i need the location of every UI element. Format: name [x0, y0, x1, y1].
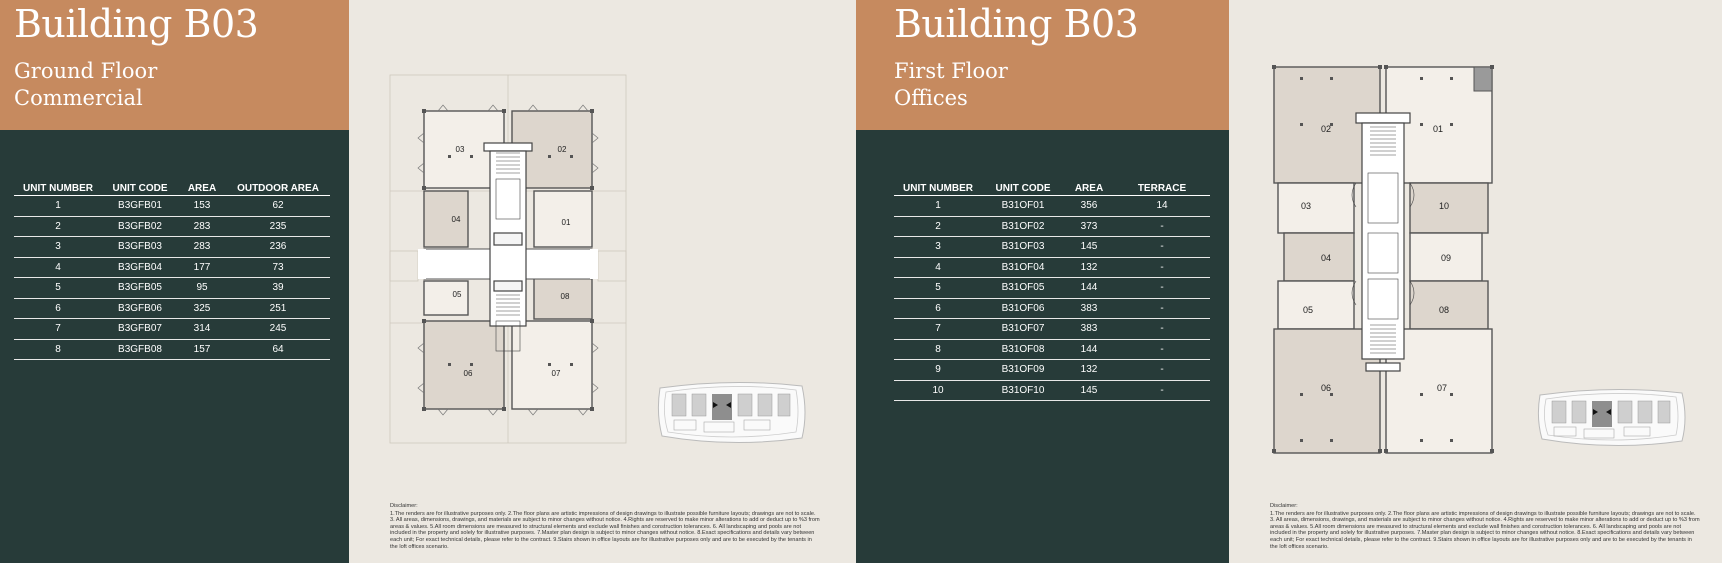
- page-header: [856, 0, 1229, 130]
- unit-code: B31OF07: [982, 319, 1064, 340]
- disclaimer-title: Disclaimer:: [1270, 503, 1298, 509]
- unit-area: 153: [178, 196, 226, 217]
- plan-label: 02: [1320, 124, 1332, 134]
- unit-code: B3GFB08: [102, 339, 178, 360]
- disclaimer: [1270, 503, 1700, 550]
- terrace-area: 14: [1114, 196, 1210, 217]
- table-row: [894, 216, 1210, 237]
- terrace-area: -: [1114, 339, 1210, 360]
- unit-number: 1: [894, 196, 982, 217]
- unit-area: 144: [1064, 278, 1114, 299]
- table-row: [894, 278, 1210, 299]
- unit-code: B3GFB06: [102, 298, 178, 319]
- unit-code: B3GFB05: [102, 278, 178, 299]
- unit-code: B31OF06: [982, 298, 1064, 319]
- plan-label: 03: [455, 145, 465, 154]
- unit-number: 6: [14, 298, 102, 319]
- unit-area: 283: [178, 237, 226, 258]
- plan-label: 10: [1438, 201, 1450, 211]
- table-row: [894, 196, 1210, 217]
- floor-subtitle: [894, 58, 1008, 112]
- unit-code: B31OF05: [982, 278, 1064, 299]
- unit-code: B31OF08: [982, 339, 1064, 360]
- building-title: Building B03: [14, 2, 259, 46]
- table-row: [894, 237, 1210, 258]
- unit-code: B3GFB03: [102, 237, 178, 258]
- unit-area: 145: [1064, 237, 1114, 258]
- unit-area: 383: [1064, 319, 1114, 340]
- unit-number: 6: [894, 298, 982, 319]
- plan-label: 08: [560, 292, 570, 301]
- column-header: UNIT CODE: [982, 181, 1064, 196]
- building-title: Building B03: [894, 2, 1139, 46]
- unit-number: 4: [14, 257, 102, 278]
- outdoor-area: 245: [226, 319, 330, 340]
- unit-05: [1278, 281, 1354, 329]
- plan-label: 05: [452, 290, 462, 299]
- terrace-area: -: [1114, 257, 1210, 278]
- unit-number: 3: [14, 237, 102, 258]
- table-header-row: [14, 181, 330, 196]
- unit-area: 132: [1064, 257, 1114, 278]
- column-header: AREA: [1064, 181, 1114, 196]
- terrace-area: -: [1114, 237, 1210, 258]
- unit-number: 5: [14, 278, 102, 299]
- unit-number: 4: [894, 257, 982, 278]
- table-row: [14, 278, 330, 299]
- unit-area: 325: [178, 298, 226, 319]
- unit-area: 177: [178, 257, 226, 278]
- unit-area: 144: [1064, 339, 1114, 360]
- unit-number: 10: [894, 380, 982, 401]
- column-header: AREA: [178, 181, 226, 196]
- disclaimer-title: Disclaimer:: [390, 503, 418, 509]
- core: [1356, 113, 1410, 371]
- first-floor-page: [856, 0, 1717, 563]
- plan-label: 01: [561, 218, 571, 227]
- unit-area: 132: [1064, 360, 1114, 381]
- unit-area: 283: [178, 216, 226, 237]
- table-row: [894, 298, 1210, 319]
- floor-use: Commercial: [14, 86, 143, 110]
- unit-code: B31OF04: [982, 257, 1064, 278]
- table-row: [14, 237, 330, 258]
- units-table: [14, 181, 330, 360]
- page-header: [0, 0, 349, 130]
- plan-label: 01: [1432, 124, 1444, 134]
- plan-label: 05: [1302, 305, 1314, 315]
- plan-label: 02: [557, 145, 567, 154]
- plan-label: 03: [1300, 201, 1312, 211]
- plan-label: 04: [451, 215, 461, 224]
- unit-number: 3: [894, 237, 982, 258]
- floor-use: Offices: [894, 86, 968, 110]
- highlighted-building: [712, 394, 732, 420]
- unit-04: [424, 191, 468, 247]
- table-row: [14, 257, 330, 278]
- highlighted-building: [1592, 401, 1612, 427]
- unit-number: 5: [894, 278, 982, 299]
- column-header: TERRACE: [1114, 181, 1210, 196]
- table-row: [14, 298, 330, 319]
- unit-area: 95: [178, 278, 226, 299]
- terrace-area: -: [1114, 319, 1210, 340]
- outdoor-area: 73: [226, 257, 330, 278]
- unit-code: B3GFB01: [102, 196, 178, 217]
- unit-area: 314: [178, 319, 226, 340]
- unit-04: [1284, 233, 1354, 281]
- table-row: [14, 319, 330, 340]
- outdoor-area: 62: [226, 196, 330, 217]
- disclaimer-text: 1.The renders are for illustrative purposes only. 2.The floor plans are artistic impressions of design drawings to illustrate possible furniture layouts; drawings are not to scale. 3. All areas, dimensions, drawings, and materials are subject to minor changes without notice. 4.Rights are reserved to make minor alterations to add or deduct up to %3 from areas & values. 5.All room dimensions are measured to structural elements and exclude wall finishes and construction tolerances. 6. All landscaping and pools are not included in the property and solely for illustrative purposes. 7.Master plan design is subject to minor changes without notice. 8.Exact specifications and details vary between each unit; For exact technical details, please refer to the contract. 9.Stairs shown in office layouts are for illustrative purposes only and are to be executed by the tenants in the loft offices scenario.: [390, 510, 820, 550]
- unit-area: 383: [1064, 298, 1114, 319]
- unit-area: 145: [1064, 380, 1114, 401]
- unit-number: 2: [894, 216, 982, 237]
- table-row: [14, 196, 330, 217]
- terrace: [1474, 67, 1492, 91]
- unit-number: 7: [894, 319, 982, 340]
- unit-number: 9: [894, 360, 982, 381]
- outdoor-area: 251: [226, 298, 330, 319]
- outdoor-area: 236: [226, 237, 330, 258]
- table-row: [894, 319, 1210, 340]
- terrace-area: -: [1114, 278, 1210, 299]
- disclaimer-text: 1.The renders are for illustrative purposes only. 2.The floor plans are artistic impressions of design drawings to illustrate possible furniture layouts; drawings are not to scale. 3. All areas, dimensions, drawings, and materials are subject to minor changes without notice. 4.Rights are reserved to make minor alterations to add or deduct up to %3 from areas & values. 5.All room dimensions are measured to structural elements and exclude wall finishes and construction tolerances. 6. All landscaping and pools are not included in the property and solely for illustrative purposes. 7.Master plan design is subject to minor changes without notice. 8.Exact specifications and details vary between each unit; For exact technical details, please refer to the contract. 9.Stairs shown in office layouts are for illustrative purposes only and are to be executed by the tenants in the loft offices scenario.: [1270, 510, 1700, 550]
- terrace-area: -: [1114, 380, 1210, 401]
- terrace-area: -: [1114, 360, 1210, 381]
- key-plan: [652, 378, 812, 448]
- floor-name: First Floor: [894, 59, 1008, 83]
- disclaimer: [390, 503, 820, 550]
- column-header: UNIT NUMBER: [894, 181, 982, 196]
- unit-area: 157: [178, 339, 226, 360]
- unit-code: B3GFB02: [102, 216, 178, 237]
- plan-label: 07: [1436, 383, 1448, 393]
- core: [484, 143, 532, 326]
- terrace-area: -: [1114, 298, 1210, 319]
- terrace-area: -: [1114, 216, 1210, 237]
- floor-name: Ground Floor: [14, 59, 158, 83]
- unit-code: B31OF09: [982, 360, 1064, 381]
- unit-code: B31OF10: [982, 380, 1064, 401]
- first-floor-plan: [1270, 63, 1496, 457]
- column-header: OUTDOOR AREA: [226, 181, 330, 196]
- plan-label: 09: [1440, 253, 1452, 263]
- table-header-row: [894, 181, 1210, 196]
- table-row: [894, 380, 1210, 401]
- unit-number: 8: [894, 339, 982, 360]
- unit-code: B31OF03: [982, 237, 1064, 258]
- unit-06: [424, 321, 504, 409]
- plan-label: 04: [1320, 253, 1332, 263]
- table-row: [14, 216, 330, 237]
- unit-code: B3GFB04: [102, 257, 178, 278]
- unit-number: 2: [14, 216, 102, 237]
- unit-number: 8: [14, 339, 102, 360]
- ground-floor-plan: [388, 73, 630, 447]
- column-header: UNIT CODE: [102, 181, 178, 196]
- unit-number: 7: [14, 319, 102, 340]
- outdoor-area: 39: [226, 278, 330, 299]
- unit-area: 356: [1064, 196, 1114, 217]
- unit-code: B31OF02: [982, 216, 1064, 237]
- plan-label: 06: [1320, 383, 1332, 393]
- unit-07: [512, 321, 592, 409]
- unit-number: 1: [14, 196, 102, 217]
- plan-label: 07: [551, 369, 561, 378]
- unit-code: B3GFB07: [102, 319, 178, 340]
- table-row: [894, 257, 1210, 278]
- table-row: [14, 339, 330, 360]
- plan-label: 08: [1438, 305, 1450, 315]
- unit-03: [1278, 183, 1354, 233]
- unit-code: B31OF01: [982, 196, 1064, 217]
- floor-subtitle: [14, 58, 157, 112]
- outdoor-area: 64: [226, 339, 330, 360]
- unit-area: 373: [1064, 216, 1114, 237]
- table-row: [894, 360, 1210, 381]
- column-header: UNIT NUMBER: [14, 181, 102, 196]
- key-plan: [1532, 385, 1692, 451]
- outdoor-area: 235: [226, 216, 330, 237]
- units-table: [894, 181, 1210, 401]
- table-row: [894, 339, 1210, 360]
- plan-label: 06: [463, 369, 473, 378]
